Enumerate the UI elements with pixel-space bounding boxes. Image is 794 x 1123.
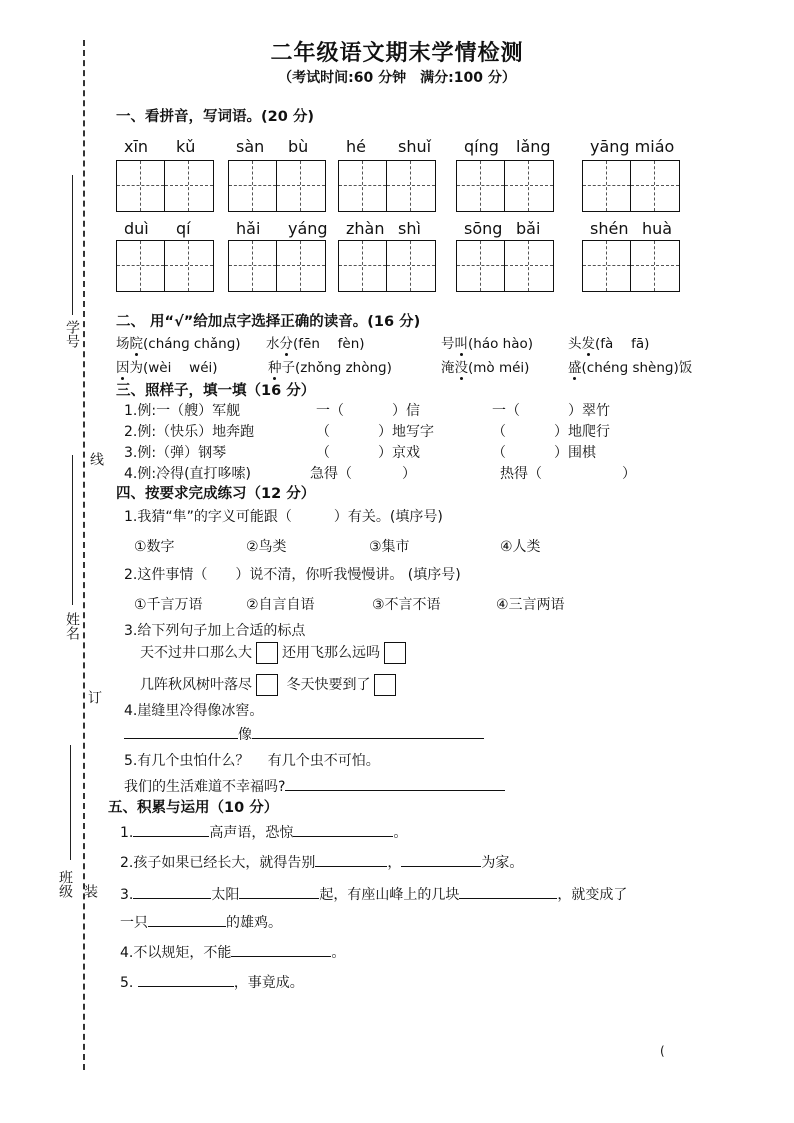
row2-pinyin-2a: hǎi [236, 219, 261, 238]
fill-b-1: 一（ ）翠竹 [492, 403, 610, 419]
row1-pinyin-3a: hé [346, 137, 366, 156]
row1-pinyin-4a: qíng [464, 137, 499, 156]
option: ①数字 [134, 539, 175, 555]
q4-2-text: 2.这件事情（ ）说不清，你听我慢慢讲。 (填序号) [124, 567, 461, 583]
tianzige-grid[interactable] [116, 240, 214, 292]
option: ②鸟类 [246, 539, 287, 555]
fill-line-2: 2.孩子如果已经长大，就得告别 ， 为家。 [120, 852, 523, 872]
corner-mark: ( [660, 1044, 665, 1058]
option: ③集市 [369, 539, 410, 555]
fill-line-5: 5. ，事竟成。 [120, 972, 304, 992]
example-3: 3.例:（弹）钢琴 [124, 445, 227, 461]
row1-pinyin-2b: bù [288, 137, 309, 156]
q4-4-blank-line: 像 [124, 724, 484, 744]
row1-pinyin-3b: shuǐ [398, 137, 432, 156]
tianzige-grid[interactable] [582, 240, 680, 292]
tianzige-cell[interactable] [387, 161, 435, 211]
section-3-title: 三、照样子，填一填（16 分） [116, 383, 316, 399]
row2-pinyin-5b: huà [642, 219, 673, 238]
tianzige-grid[interactable] [456, 160, 554, 212]
binding-fold-line [83, 40, 85, 1070]
fill-line-1: 1. 高声语，恐惊 。 [120, 822, 407, 842]
option: ①千言万语 [134, 597, 203, 613]
fill-line-4: 4.不以规矩，不能 。 [120, 942, 345, 962]
tianzige-cell[interactable] [631, 161, 679, 211]
section-4-title: 四、按要求完成练习（12 分） [116, 486, 316, 502]
tianzige-grid[interactable] [582, 160, 680, 212]
row2-pinyin-3b: shì [398, 219, 421, 238]
fill-a-1: 一（ ）信 [316, 403, 420, 419]
page-title: 二年级语文期末学情检测 [270, 41, 524, 66]
tianzige-grid[interactable] [228, 240, 326, 292]
side-label-ding: 订 [86, 690, 102, 704]
tianzige-cell[interactable] [457, 161, 505, 211]
side-label-banji: 班级 [57, 870, 73, 898]
tianzige-cell[interactable] [229, 241, 277, 291]
tianzige-cell[interactable] [631, 241, 679, 291]
tianzige-cell[interactable] [277, 241, 325, 291]
tianzige-grid[interactable] [228, 160, 326, 212]
punct-box[interactable] [256, 674, 278, 696]
option: ④三言两语 [496, 597, 565, 613]
side-label-xian: 线 [88, 452, 104, 466]
tianzige-cell[interactable] [229, 161, 277, 211]
q4-5-text: 5.有几个虫怕什么？ 有几个虫不可怕。 [124, 753, 380, 769]
row1-pinyin-4b: lǎng [516, 137, 551, 156]
tianzige-cell[interactable] [339, 161, 387, 211]
tianzige-cell[interactable] [457, 241, 505, 291]
punct-box[interactable] [374, 674, 396, 696]
row2-pinyin-4b: bǎi [516, 219, 541, 238]
fill-b-4: 热得（ ） [500, 466, 636, 482]
punct-line-2: 几阵秋风树叶落尽 冬天快要到了 [140, 674, 400, 696]
row2-pinyin-3a: zhàn [346, 219, 385, 238]
q4-5-blank-line: 我们的生活难道不幸福吗? [124, 776, 505, 796]
tianzige-cell[interactable] [339, 241, 387, 291]
q4-4-text: 4.崖缝里冷得像冰窖。 [124, 703, 264, 719]
row2-pinyin-2b: yáng [288, 219, 328, 238]
option: ③不言不语 [372, 597, 441, 613]
tianzige-cell[interactable] [277, 161, 325, 211]
tianzige-cell[interactable] [165, 241, 213, 291]
section-2-title: 二、 用“√”给加点字选择正确的读音。(16 分) [116, 314, 421, 330]
row2-pinyin-4a: sōng [464, 219, 503, 238]
side-label-xuehao: 学号 [64, 320, 80, 348]
example-4: 4.例:冷得(直打哆嗦) [124, 466, 251, 482]
tianzige-cell[interactable] [117, 161, 165, 211]
tianzige-cell[interactable] [505, 161, 553, 211]
tianzige-grid[interactable] [338, 160, 436, 212]
example-1: 1.例:一（艘）军舰 [124, 403, 241, 419]
section-5-title: 五、积累与运用（10 分） [108, 800, 279, 816]
tianzige-cell[interactable] [583, 161, 631, 211]
tianzige-cell[interactable] [387, 241, 435, 291]
q4-1-text: 1.我猜“隼”的字义可能跟（ ）有关。(填序号) [124, 509, 443, 525]
row1-pinyin-5a: yāng miáo [590, 137, 675, 156]
tianzige-cell[interactable] [505, 241, 553, 291]
option: ②自言自语 [246, 597, 315, 613]
fill-line-3: 3. 太阳 起，有座山峰上的几块 ，就变成了 [120, 884, 627, 904]
side-blank-xuehao [72, 175, 73, 315]
row2-pinyin-1a: duì [124, 219, 149, 238]
row2-pinyin-1b: qí [176, 219, 191, 238]
punct-box[interactable] [256, 642, 278, 664]
tianzige-cell[interactable] [165, 161, 213, 211]
punct-line-1: 天不过井口那么大 还用飞那么远吗 [140, 642, 410, 664]
section-1-title: 一、看拼音，写词语。(20 分) [116, 109, 314, 125]
tianzige-grid[interactable] [456, 240, 554, 292]
tianzige-cell[interactable] [583, 241, 631, 291]
tianzige-grid[interactable] [338, 240, 436, 292]
side-label-zhuang: 装 [82, 884, 98, 898]
punct-box[interactable] [384, 642, 406, 664]
row2-pinyin-5a: shén [590, 219, 629, 238]
fill-a-2: （ ）地写字 [316, 424, 434, 440]
row1-pinyin-2a: sàn [236, 137, 265, 156]
option: ④人类 [500, 539, 541, 555]
side-blank-banji [70, 745, 71, 860]
fill-b-2: （ ）地爬行 [492, 424, 610, 440]
side-label-xingming: 姓名 [64, 612, 80, 640]
row1-pinyin-1a: xīn [124, 137, 149, 156]
fill-b-3: （ ）围棋 [492, 445, 596, 461]
exam-info: （考试时间:60 分钟 满分:100 分） [278, 70, 516, 86]
row1-pinyin-1b: kǔ [176, 137, 196, 156]
side-blank-xingming [72, 455, 73, 605]
example-2: 2.例:（快乐）地奔跑 [124, 424, 255, 440]
tianzige-grid[interactable] [116, 160, 214, 212]
fill-a-4: 急得（ ） [310, 466, 416, 482]
q4-3-text: 3.给下列句子加上合适的标点 [124, 623, 306, 639]
tianzige-cell[interactable] [117, 241, 165, 291]
fill-line-3b: 一只 的雄鸡。 [120, 912, 282, 932]
fill-a-3: （ ）京戏 [316, 445, 420, 461]
